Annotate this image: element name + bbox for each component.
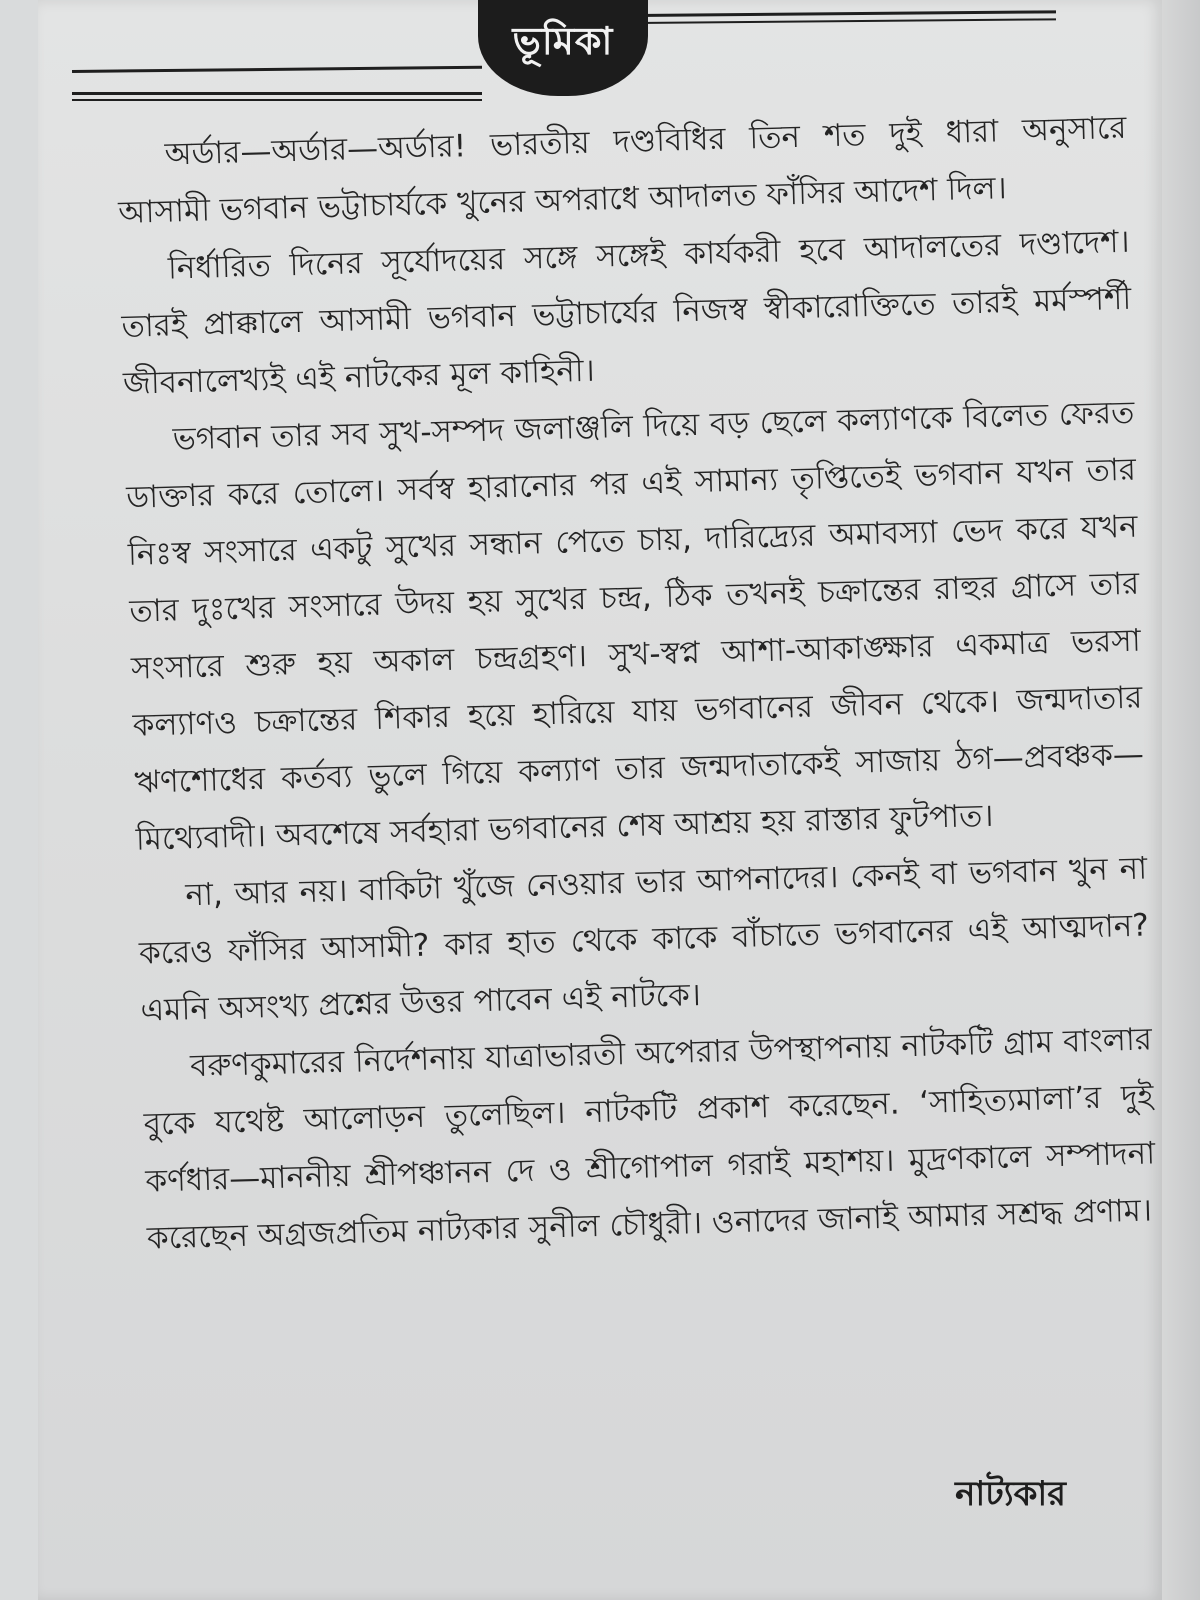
- book-page: [38, 0, 1162, 1600]
- author-signature: নাট্যকার: [955, 1474, 1066, 1514]
- header-rule-left-2: [72, 99, 482, 101]
- heading-badge: [478, 0, 648, 96]
- paragraph-2: নির্ধারিত দিনের সূর্যোদয়ের সঙ্গে সঙ্গেই কার্যকরী হবে আদালতের দণ্ডাদেশ। তারই প্রাক্কালে আসামী ভগবান ভট্টাচার্যের নিজস্ব স্বীকারোক্তিতে তারই মর্মস্পর্শী জীবনালেখ্যই এই নাটকের মূল কাহিনী।: [121, 223, 1132, 402]
- paragraph-3: ভগবান তার সব সুখ-সম্পদ জলাঞ্জলি দিয়ে বড় ছেলে কল্যাণকে বিলেত ফেরত ডাক্তার করে তোলে। সর্বস্ব হারানোর পর এই সামান্য তৃপ্তিতেই ভগবান যখন তার নিঃস্ব সংসারে একটু সুখের সন্ধান পেতে চায়, দারিদ্র্যের অমাবস্যা ভেদ করে যখন তার দুঃখের সংসারে উদয় হয় সুখের চন্দ্র, ঠিক তখনই চক্রান্তের রাহুর গ্রাসে তার সংসারে শুরু হয় অকাল চন্দ্রগ্রহণ। সুখ-স্বপ্ন আশা-আকাঙ্ক্ষার একমাত্র ভরসা কল্যাণও চক্রান্তের শিকার হয়ে হারিয়ে যায় ভগবানের জীবন থেকে। জন্মদাতার ঋণশোধের কর্তব্য ভুলে গিয়ে কল্যাণ তার জন্মদাতাকেই সাজায় ঠগ—প্রবঞ্চক— মিথ্যেবাদী। অবশেষে সর্বহারা ভগবানের শেষ আশ্রয় হয় রাস্তার ফুটপাত।: [125, 394, 1145, 858]
- page-right-edge: [1162, 0, 1200, 1600]
- header-rule-right-2: [636, 18, 1056, 24]
- page-heading: ভূমিকা: [512, 19, 614, 63]
- page-left-edge: [0, 0, 38, 1600]
- paragraph-1: অর্ডার—অর্ডার—অর্ডার! ভারতীয় দণ্ডবিধির তিন শত দুই ধারা অনুসারে আসামী ভগবান ভট্টাচার্যকে খুনের অপরাধে আদালত ফাঁসির আদেশ দিল।: [117, 109, 1127, 231]
- paragraph-5: বরুণকুমারের নির্দেশনায় যাত্রাভারতী অপেরার উপস্থাপনায় নাটকটি গ্রাম বাংলার বুকে যথেষ্ট আলোড়ন তুলেছিল। নাটকটি প্রকাশ করেছেন. ‘সাহিত্যমালা’র দুই কর্ণধার—মাননীয় শ্রীপঞ্চানন দে ও শ্রীগোপাল গরাই মহাশয়। মুদ্রণকালে সম্পাদনা করেছেন অগ্রজপ্রতিম নাট্যকার সুনীল চৌধুরী। ওনাদের জানাই আমার সশ্রদ্ধ প্রণাম।: [143, 1021, 1156, 1257]
- header-rule-left-1: [72, 92, 482, 95]
- preface-text: [116, 100, 1157, 1268]
- paragraph-4: না, আর নয়। বাকিটা খুঁজে নেওয়ার ভার আপনাদের। কেনই বা ভগবান খুন না করেও ফাঁসির আসামী? কার হাত থেকে কাকে বাঁচাতে ভগবানের এই আত্মদান? এমনি অসংখ্য প্রশ্নের উত্তর পাবেন এই নাটকে।: [138, 850, 1150, 1029]
- header-rule-right-1: [636, 10, 1056, 17]
- header-rule-left-3: [72, 66, 482, 73]
